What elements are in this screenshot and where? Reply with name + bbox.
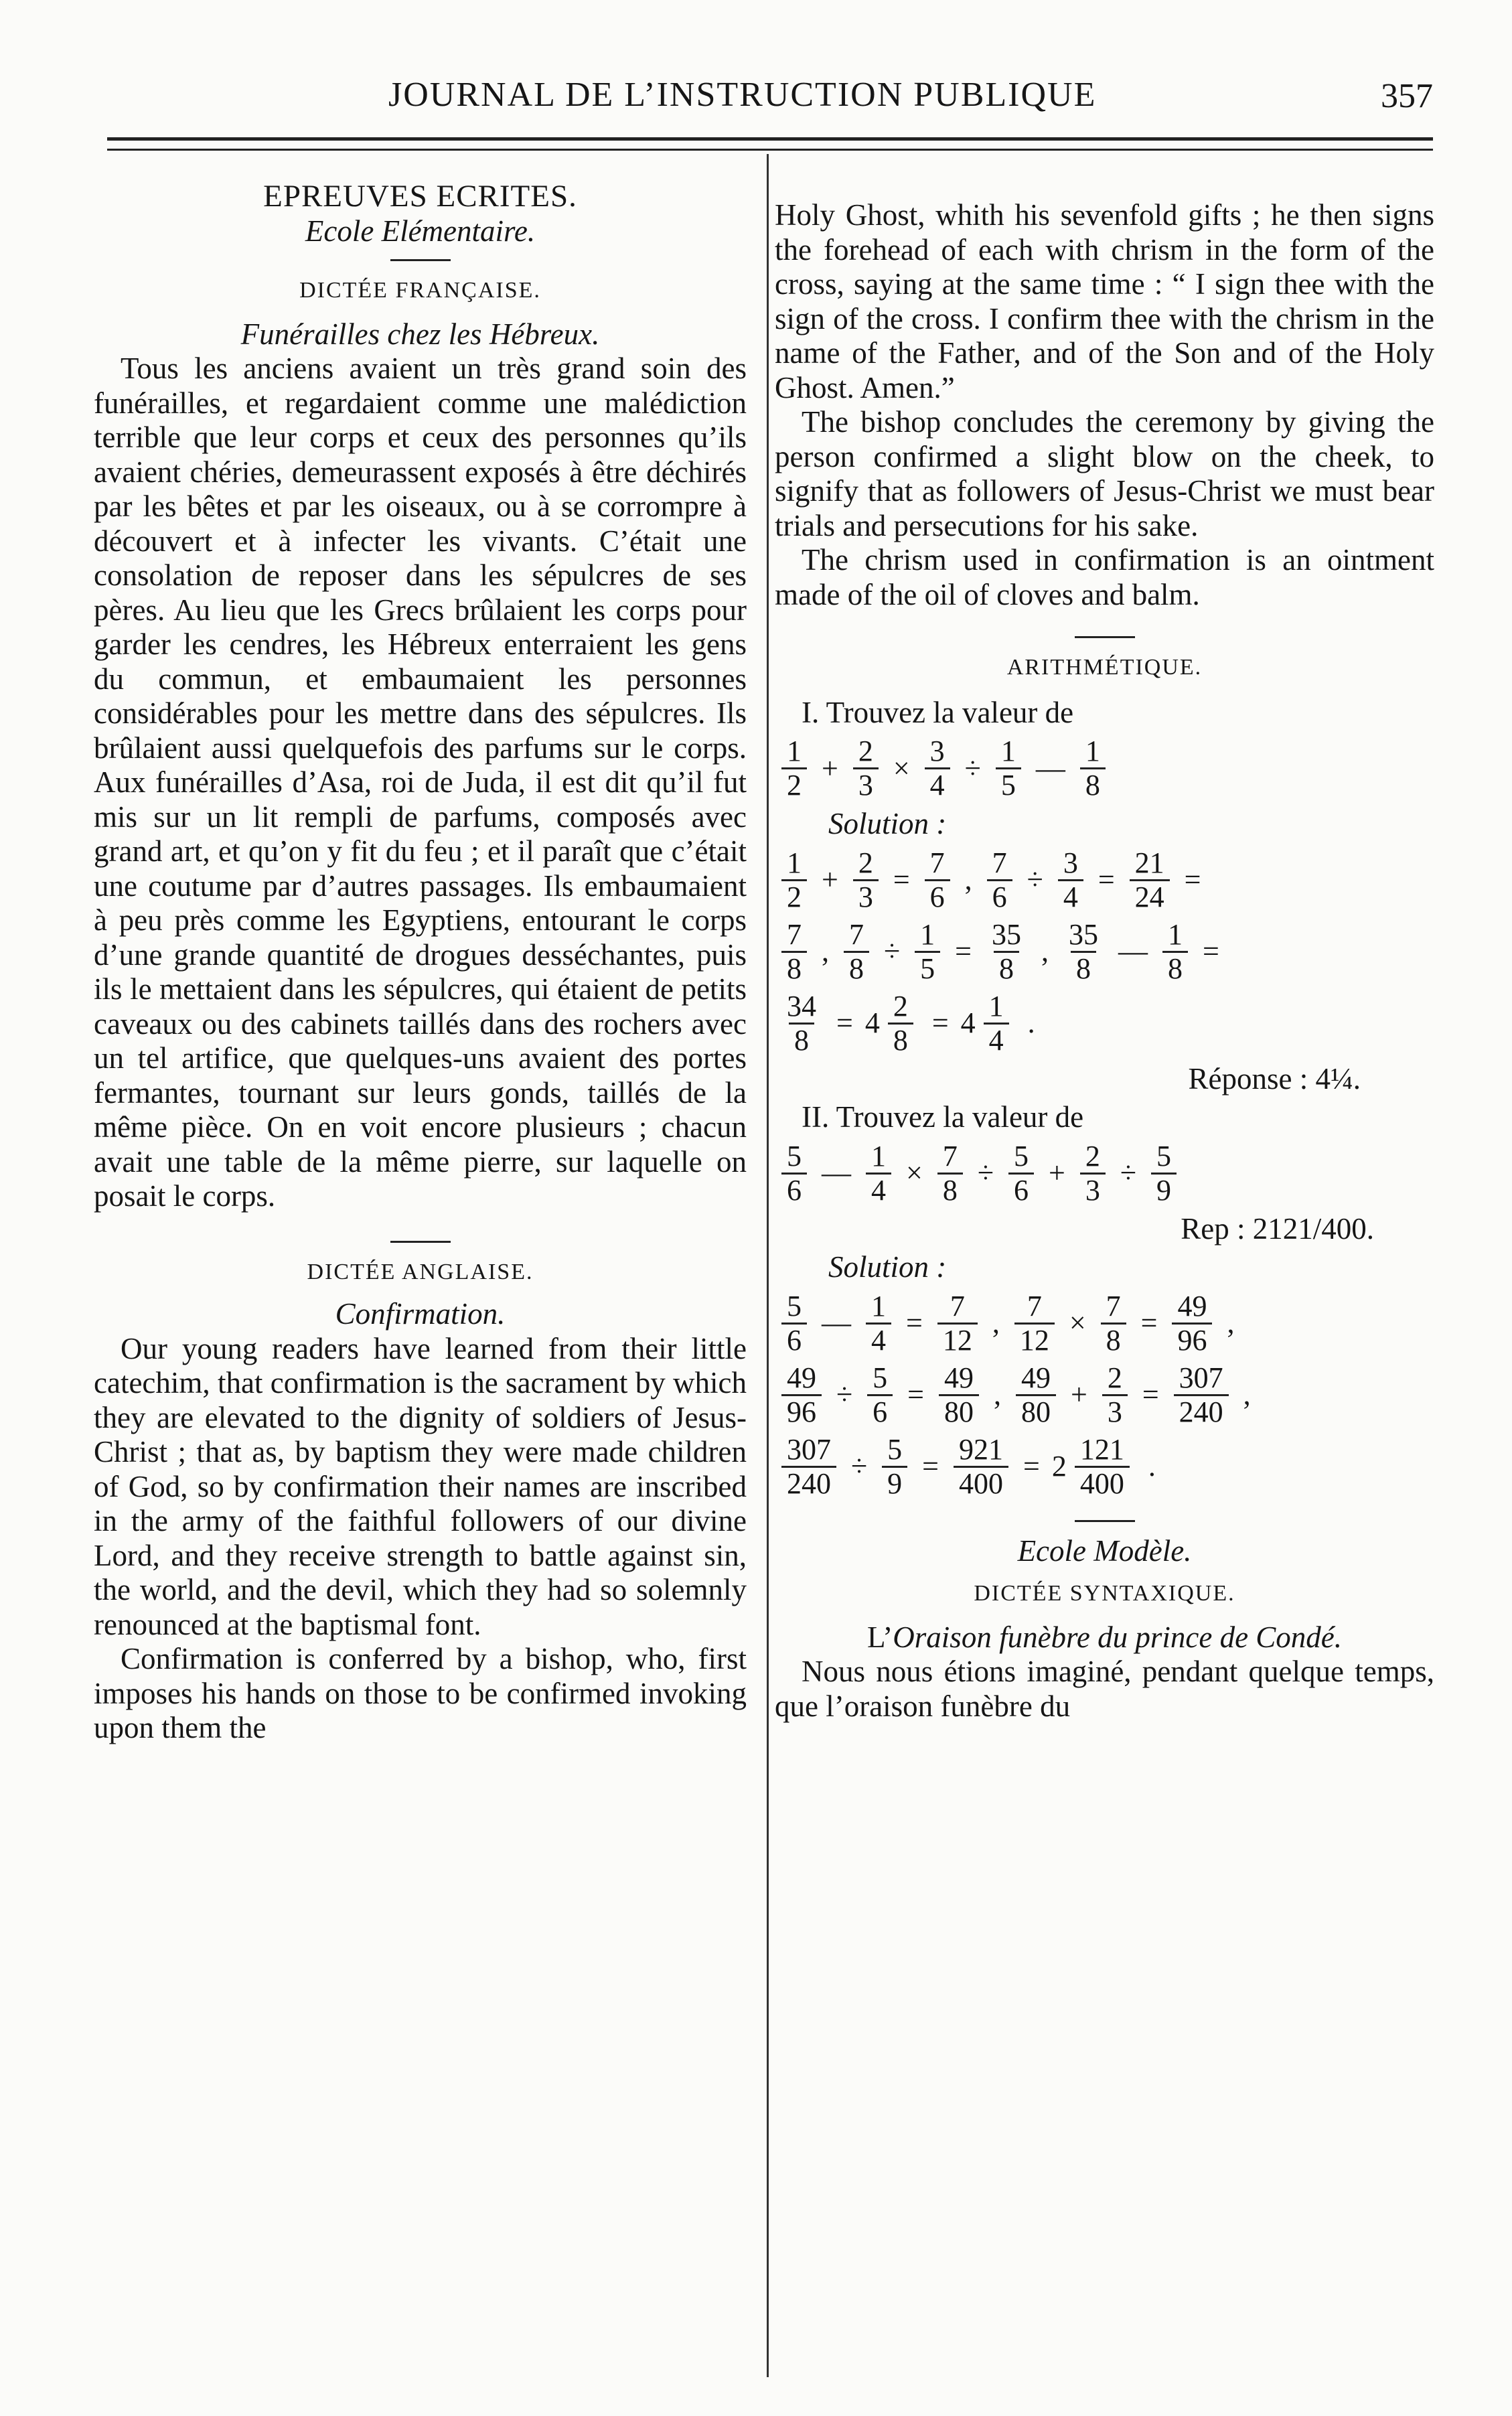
numerator: 49 (943, 1361, 974, 1394)
dictee-syntaxique-body: Nous nous étions imaginé, pendant quelque temps, que l’oraison funèbre du (775, 1655, 1434, 1723)
fraction (1016, 1362, 1056, 1428)
numerator: 1 (988, 989, 1004, 1023)
numerator: 5 (787, 1139, 802, 1173)
question-2-prompt: II. Trouvez la valeur de (802, 1100, 1084, 1134)
question-1-expression (775, 735, 1434, 802)
fraction (1151, 1140, 1177, 1207)
numerator: 7 (950, 1289, 965, 1323)
fraction (915, 919, 940, 985)
fraction (853, 735, 879, 802)
numerator: 1 (787, 735, 802, 767)
fraction (1080, 735, 1106, 802)
operator: ÷ (964, 751, 981, 785)
fraction (1014, 1290, 1055, 1357)
denominator: 4 (866, 1173, 891, 1207)
denominator: 9 (1151, 1173, 1177, 1207)
subheading: Ecole Elémentaire. (305, 214, 536, 248)
numerator: 5 (1156, 1139, 1171, 1173)
operator: × (893, 751, 910, 785)
numerator: 2 (1085, 1139, 1100, 1173)
column-divider (767, 154, 769, 2377)
numerator: 3 (929, 735, 945, 767)
denominator: 8 (789, 1023, 814, 1057)
denominator: 24 (1130, 879, 1170, 913)
denominator: 96 (781, 1394, 822, 1428)
denominator: 8 (994, 951, 1019, 985)
operator: ÷ (851, 1450, 868, 1483)
numerator: 1 (920, 917, 935, 951)
section-rule (390, 259, 451, 261)
operator: + (822, 863, 838, 897)
operator: — (822, 1156, 851, 1190)
fraction (937, 1140, 963, 1207)
denominator: 3 (1102, 1394, 1128, 1428)
dictee-anglaise-paragraph: Confirmation is conferred by a bishop, who, first imposes his hands on those to be confirmed invoking upon them the (94, 1642, 747, 1744)
question-2-solution-line (775, 1290, 1434, 1357)
dictee-anglaise-paragraph: Our young readers have learned from their little catechim, that confirmation is the sacrament by which they are elevated to the dignity of soldiers of Jesus-Christ ; that as, by baptism they were made children of God, so by confirmation their names are inscribed in the army of the faithful followers of our divine Lord, and they receive strength to battle against sin, the world, and the devil, which they had so solemnly renounced at the baptismal font. (94, 1331, 747, 1641)
denominator: 6 (987, 879, 1012, 913)
fraction (1174, 1362, 1229, 1428)
operator: = (955, 935, 972, 968)
mixed-number (865, 990, 920, 1057)
operator: — (1035, 751, 1065, 785)
title-prefix: L’ (866, 1620, 893, 1654)
operator: = (906, 1306, 923, 1340)
header-rule-thick (107, 137, 1433, 141)
denominator: 8 (1101, 1323, 1126, 1357)
operator: . (1027, 1006, 1035, 1040)
fraction (996, 735, 1021, 802)
fraction (1130, 847, 1170, 913)
dictee-anglaise-paragraph: Holy Ghost, whith his sevenfold gifts ; he then signs the forehead of each with chrism in the form of the cross, saying at the same time : “ I sign thee with the sign of the cross. I confirm thee with the chrism in the name of the Father, and of the Son and of the Holy Ghost. Amen.” (775, 198, 1434, 404)
numerator: 2 (893, 989, 908, 1023)
numerator: 2 (858, 846, 873, 879)
whole-part: 4 (960, 1006, 976, 1040)
denominator: 4 (984, 1023, 1009, 1057)
whole-part: 4 (864, 1006, 880, 1040)
numerator: 1 (1085, 735, 1100, 767)
denominator: 8 (937, 1173, 963, 1207)
numerator: 49 (1020, 1361, 1051, 1394)
dictee-anglaise-label: DICTÉE ANGLAISE. (307, 1259, 534, 1284)
numerator: 7 (849, 917, 864, 951)
operator: = (836, 1006, 853, 1040)
dictee-francaise-label: DICTÉE FRANÇAISE. (299, 278, 541, 303)
numerator: 2 (858, 735, 873, 767)
numerator: 307 (787, 1432, 831, 1466)
operator: ÷ (977, 1156, 994, 1190)
operator: ÷ (1120, 1156, 1136, 1190)
denominator: 4 (866, 1323, 891, 1357)
numerator: 1 (1000, 735, 1016, 767)
operator: , (993, 1378, 1001, 1412)
numerator: 7 (992, 846, 1007, 879)
denominator: 4 (925, 767, 950, 802)
operator: . (1148, 1450, 1156, 1483)
denominator: 9 (882, 1466, 907, 1500)
fraction (853, 847, 879, 913)
fraction (888, 990, 913, 1057)
operator: = (1098, 863, 1115, 897)
denominator: 6 (1008, 1173, 1034, 1207)
denominator: 8 (781, 951, 807, 985)
operator: ÷ (884, 935, 901, 968)
fraction (867, 1362, 893, 1428)
denominator: 5 (996, 767, 1021, 802)
denominator: 4 (1058, 879, 1083, 913)
left-column (94, 179, 747, 1746)
header-rule-thin (107, 149, 1433, 151)
numerator: 1 (871, 1289, 886, 1323)
mixed-number (1052, 1434, 1136, 1500)
denominator: 2 (781, 879, 807, 913)
fraction (987, 847, 1012, 913)
fraction (954, 1434, 1008, 1500)
numerator: 5 (787, 1289, 802, 1323)
solution-label: Solution : (828, 1250, 947, 1284)
numerator: 5 (887, 1432, 903, 1466)
question-2-answer: Rep : 2121/400. (1181, 1211, 1374, 1245)
numerator: 35 (991, 917, 1021, 951)
operator: × (1069, 1306, 1086, 1340)
numerator: 7 (1027, 1289, 1042, 1323)
title-italic: Oraison funèbre du prince de Condé. (893, 1620, 1343, 1654)
operator: = (907, 1378, 924, 1412)
denominator: 8 (1080, 767, 1106, 802)
mixed-number (961, 990, 1016, 1057)
dictee-anglaise-paragraph: The bishop concludes the ceremony by giving the person confirmed a slight blow on the cheek, to signify that as followers of Jesus-Christ we must bear trials and persecutions for his sake. (775, 405, 1434, 542)
operator: ÷ (1027, 863, 1043, 897)
numerator: 921 (958, 1432, 1003, 1466)
question-2-solution-line (775, 1434, 1434, 1500)
numerator: 49 (787, 1361, 816, 1394)
denominator: 8 (1071, 951, 1096, 985)
denominator: 12 (1014, 1323, 1055, 1357)
fraction (781, 1434, 836, 1500)
numerator: 7 (787, 917, 802, 951)
question-2-solution-line (775, 1362, 1434, 1428)
dictee-anglaise-paragraph: The chrism used in confirmation is an ointment made of the oil of cloves and balm. (775, 543, 1434, 611)
denominator: 3 (853, 879, 879, 913)
question-1-solution-line (775, 847, 1434, 913)
fraction (866, 1290, 891, 1357)
operator: = (1202, 935, 1219, 968)
denominator: 6 (867, 1394, 893, 1428)
operator: = (1140, 1306, 1158, 1340)
denominator: 2 (781, 767, 807, 802)
dictee-syntaxique-title (775, 1620, 1434, 1655)
dictee-francaise-body: Tous les anciens avaient un très grand soin des funérailles, et regardaient comme une malédiction terrible que leur corps et ceux des personnes qu’ils avaient chéries, demeurassent exposés à être déchirés par les bêtes et par les oiseaux, ou à se corrompre à découvert et à infecter les vivants. C’était une consolation de reposer dans les sépulcres de ses pères. Au lieu que les Grecs brûlaient les corps pour garder les cendres, les Hébreux enterraient les gens du commun, et embaumaient les personnes considérables pour les mettre dans des sépulcres. Ils brûlaient aussi quelquefois des parfums sur le corps. Aux funérailles d’Asa, roi de Juda, il est dit qu’il fut mis sur un lit rempli de parfums, composés avec grand art, et qu’on y fit du feu ; et il paraît que c’était une coutume par d’autres passages. Ils embaumaient à peu près comme les Egyptiens, entourant le corps d’une grande quantité de drogues desséchantes, puis ils le mettaient dans les sépulcres, qui étaient de petits caveaux ou des cabinets taillés dans des rochers avec un tel artifice, que quelques-uns avaient des portes fermantes, tournant sur leurs gonds, taillés de la même pièce. On en voit encore plusieurs ; chacun avait une table de la même pierre, sur laquelle on posait le corps. (94, 352, 747, 1213)
operator: — (1118, 935, 1148, 968)
numerator: 121 (1079, 1432, 1124, 1466)
denominator: 240 (1174, 1394, 1229, 1428)
arithmetique-label: ARITHMÉTIQUE. (1006, 655, 1203, 680)
fraction (781, 735, 807, 802)
operator: , (964, 863, 972, 897)
operator: + (1048, 1156, 1065, 1190)
fraction (781, 990, 822, 1057)
section-rule (1075, 636, 1135, 638)
dictee-syntaxique-label: DICTÉE SYNTAXIQUE. (974, 1581, 1235, 1606)
fraction (781, 847, 807, 913)
page-header (107, 75, 1433, 129)
fraction (1080, 1140, 1106, 1207)
question-1-solution-line (775, 990, 1434, 1057)
fraction (939, 1362, 979, 1428)
denominator: 5 (915, 951, 940, 985)
numerator: 7 (929, 846, 945, 879)
fraction (1101, 1290, 1126, 1357)
fraction (781, 919, 807, 985)
operator: = (893, 863, 910, 897)
denominator: 12 (937, 1323, 978, 1357)
operator: , (1227, 1306, 1235, 1340)
numerator: 5 (873, 1361, 888, 1394)
fraction (781, 1362, 822, 1428)
fraction (882, 1434, 907, 1500)
numerator: 1 (1167, 917, 1183, 951)
fraction (1102, 1362, 1128, 1428)
operator: = (922, 1450, 939, 1483)
main-heading: EPREUVES ECRITES. (263, 179, 577, 214)
operator: , (1243, 1378, 1251, 1412)
denominator: 96 (1172, 1323, 1212, 1357)
ecole-modele-heading: Ecole Modèle. (1017, 1533, 1192, 1568)
denominator: 3 (1080, 1173, 1106, 1207)
fraction (1162, 919, 1188, 985)
denominator: 8 (1162, 951, 1188, 985)
numerator: 2 (1107, 1361, 1122, 1394)
numerator: 5 (1013, 1139, 1029, 1173)
fraction (1008, 1140, 1034, 1207)
right-column (775, 198, 1434, 1724)
numerator: 34 (787, 989, 816, 1023)
journal-title: JOURNAL DE L’INSTRUCTION PUBLIQUE (388, 76, 1097, 114)
operator: + (1070, 1378, 1087, 1412)
denominator: 6 (781, 1173, 807, 1207)
page-number: 357 (1381, 77, 1433, 115)
operator: ÷ (836, 1378, 853, 1412)
numerator: 307 (1179, 1361, 1223, 1394)
fraction (925, 847, 950, 913)
denominator: 240 (781, 1466, 836, 1500)
denominator: 400 (954, 1466, 1008, 1500)
numerator: 49 (1177, 1289, 1207, 1323)
solution-label: Solution : (828, 807, 947, 840)
operator: + (822, 751, 838, 785)
denominator: 80 (939, 1394, 979, 1428)
numerator: 1 (871, 1139, 886, 1173)
denominator: 6 (925, 879, 950, 913)
numerator: 7 (942, 1139, 958, 1173)
fraction (984, 990, 1009, 1057)
fraction (866, 1140, 891, 1207)
operator: = (1184, 863, 1201, 897)
fraction (925, 735, 950, 802)
fraction (986, 919, 1027, 985)
whole-part: 2 (1051, 1450, 1067, 1483)
denominator: 8 (888, 1023, 913, 1057)
denominator: 400 (1075, 1466, 1130, 1500)
fraction (1063, 919, 1104, 985)
operator: , (1041, 935, 1049, 968)
fraction (937, 1290, 978, 1357)
denominator: 8 (844, 951, 869, 985)
numerator: 7 (1106, 1289, 1121, 1323)
fraction (781, 1140, 807, 1207)
dictee-francaise-title: Funérailles chez les Hébreux. (240, 317, 600, 351)
numerator: 1 (787, 846, 802, 879)
operator: , (992, 1306, 1000, 1340)
operator: × (906, 1156, 923, 1190)
denominator: 6 (781, 1323, 807, 1357)
question-1-solution-line (775, 919, 1434, 985)
fraction (781, 1290, 807, 1357)
question-1-prompt: I. Trouvez la valeur de (802, 695, 1074, 729)
fraction (844, 919, 869, 985)
operator: = (1142, 1378, 1159, 1412)
denominator: 3 (853, 767, 879, 802)
numerator: 3 (1063, 846, 1078, 879)
operator: = (1023, 1450, 1040, 1483)
question-1-answer: Réponse : 4¼. (1188, 1061, 1361, 1096)
operator: = (931, 1006, 949, 1040)
fraction (1058, 847, 1083, 913)
question-2-expression (775, 1140, 1434, 1207)
fraction (1172, 1290, 1212, 1357)
numerator: 21 (1134, 846, 1164, 879)
numerator: 35 (1068, 917, 1098, 951)
operator: — (822, 1306, 851, 1340)
dictee-anglaise-title: Confirmation. (335, 1297, 506, 1331)
fraction (1075, 1434, 1130, 1500)
section-rule (1075, 1520, 1135, 1522)
operator: , (822, 935, 829, 968)
section-rule (390, 1241, 451, 1243)
denominator: 80 (1016, 1394, 1056, 1428)
